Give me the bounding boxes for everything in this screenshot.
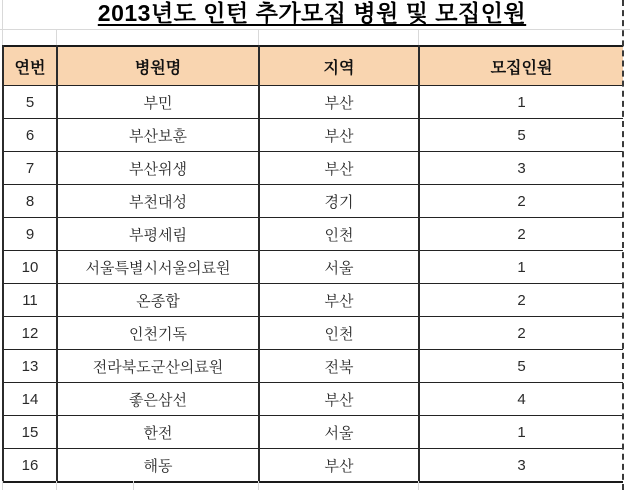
cell-serial-no[interactable]: 5	[3, 86, 57, 119]
page-break-dashed-line	[622, 0, 624, 490]
gridline-vertical	[56, 481, 57, 490]
table-row	[3, 383, 623, 416]
cell-recruit-count[interactable]: 1	[419, 416, 623, 449]
cell-hospital-name[interactable]: 부산위생	[57, 152, 259, 185]
col-header-serial-no[interactable]: 연번	[3, 46, 57, 86]
cell-recruit-count[interactable]: 4	[419, 383, 623, 416]
cell-hospital-name[interactable]: 부민	[57, 86, 259, 119]
cell-serial-no[interactable]: 11	[3, 284, 57, 317]
cell-hospital-name[interactable]: 인천기독	[57, 317, 259, 350]
gridline-vertical	[258, 29, 259, 45]
table-row	[3, 218, 623, 251]
cell-region[interactable]: 부산	[259, 284, 419, 317]
cell-hospital-name[interactable]: 부천대성	[57, 185, 259, 218]
cell-serial-no[interactable]: 12	[3, 317, 57, 350]
cell-region[interactable]: 부산	[259, 152, 419, 185]
table-row	[3, 317, 623, 350]
cell-recruit-count[interactable]: 3	[419, 152, 623, 185]
cell-region[interactable]: 인천	[259, 317, 419, 350]
table-row	[3, 449, 623, 483]
cell-region[interactable]: 서울	[259, 251, 419, 284]
cell-recruit-count[interactable]: 1	[419, 86, 623, 119]
gridline-vertical	[2, 481, 3, 490]
cell-hospital-name[interactable]: 좋은삼선	[57, 383, 259, 416]
cell-recruit-count[interactable]: 3	[419, 449, 623, 483]
cell-region[interactable]: 전북	[259, 350, 419, 383]
table-row	[3, 86, 623, 119]
recruitment-table	[2, 45, 623, 483]
table-row	[3, 251, 623, 284]
cell-recruit-count[interactable]: 2	[419, 218, 623, 251]
table-row	[3, 416, 623, 449]
cell-region[interactable]: 인천	[259, 218, 419, 251]
cell-hospital-name[interactable]: 해동	[57, 449, 259, 483]
cell-serial-no[interactable]: 6	[3, 119, 57, 152]
cell-hospital-name[interactable]: 부산보훈	[57, 119, 259, 152]
table-row	[3, 119, 623, 152]
cell-recruit-count[interactable]: 5	[419, 350, 623, 383]
table-row	[3, 152, 623, 185]
gridline-vertical	[133, 481, 134, 490]
cell-recruit-count[interactable]: 2	[419, 317, 623, 350]
cell-hospital-name[interactable]: 전라북도군산의료원	[57, 350, 259, 383]
cell-recruit-count[interactable]: 2	[419, 284, 623, 317]
table-header-row	[3, 46, 623, 86]
cell-region[interactable]: 부산	[259, 86, 419, 119]
cell-recruit-count[interactable]: 5	[419, 119, 623, 152]
table-row	[3, 350, 623, 383]
gridline-horizontal	[0, 29, 630, 30]
gridline-vertical	[56, 29, 57, 45]
gridline-vertical	[258, 481, 259, 490]
cell-serial-no[interactable]: 7	[3, 152, 57, 185]
col-header-hospital[interactable]: 병원명	[57, 46, 259, 86]
page-title: 2013년도 인턴 추가모집 병원 및 모집인원	[97, 0, 527, 26]
gridline-vertical	[2, 0, 3, 45]
cell-serial-no[interactable]: 9	[3, 218, 57, 251]
cell-serial-no[interactable]: 16	[3, 449, 57, 483]
cell-serial-no[interactable]: 15	[3, 416, 57, 449]
cell-serial-no[interactable]: 8	[3, 185, 57, 218]
cell-recruit-count[interactable]: 2	[419, 185, 623, 218]
table-row	[3, 185, 623, 218]
cell-region[interactable]: 부산	[259, 119, 419, 152]
gridline-vertical	[418, 29, 419, 45]
cell-region[interactable]: 서울	[259, 416, 419, 449]
table-row	[3, 284, 623, 317]
table-body	[3, 86, 623, 483]
cell-hospital-name[interactable]: 한전	[57, 416, 259, 449]
cell-hospital-name[interactable]: 온종합	[57, 284, 259, 317]
cell-serial-no[interactable]: 10	[3, 251, 57, 284]
cell-hospital-name[interactable]: 부평세림	[57, 218, 259, 251]
cell-recruit-count[interactable]: 1	[419, 251, 623, 284]
col-header-region[interactable]: 지역	[259, 46, 419, 86]
col-header-recruit-cnt[interactable]: 모집인원	[419, 46, 623, 86]
cell-region[interactable]: 경기	[259, 185, 419, 218]
cell-serial-no[interactable]: 14	[3, 383, 57, 416]
cell-serial-no[interactable]: 13	[3, 350, 57, 383]
cell-region[interactable]: 부산	[259, 383, 419, 416]
cell-region[interactable]: 부산	[259, 449, 419, 483]
gridline-vertical	[418, 481, 419, 490]
cell-hospital-name[interactable]: 서울특별시서울의료원	[57, 251, 259, 284]
